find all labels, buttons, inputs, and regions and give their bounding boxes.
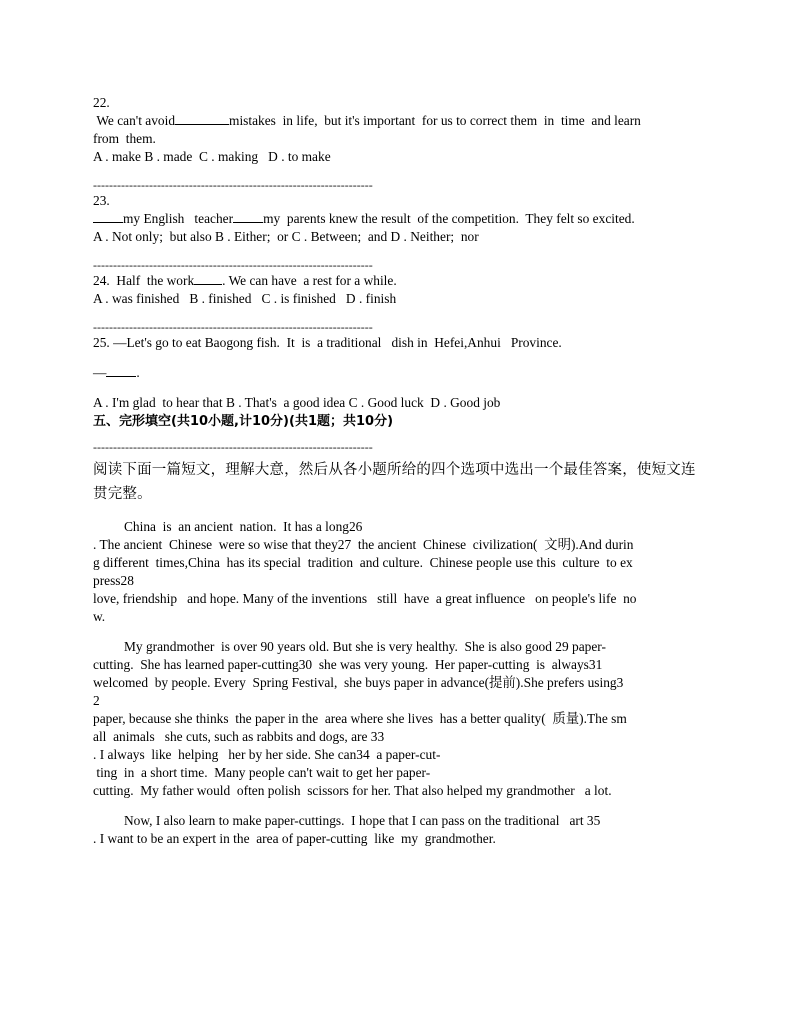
q23-stem [93,210,699,228]
passage-paragraph-3 [93,812,699,848]
q23-options: A . Not only; but also B . Either; or C . Between; and D . Neither; nor [93,229,479,244]
q23-stem-part2: my parents knew the result of the competition. They felt so excited. [263,211,635,226]
q22-stem-post: mistakes in life, but it's important for us to correct them in time and learn [229,113,641,128]
q25-end: . [136,365,140,380]
passage-line: welcomed by people. Every Spring Festival, she buys paper in advance(提前).She prefers using3 [93,675,624,690]
q24-stem-post: . We can have a rest for a while. [222,273,397,288]
q22-stem-cont: from them. [93,131,156,146]
passage-line: press28 [93,573,134,588]
q23-blank-2 [233,210,263,223]
passage-line: . I want to be an expert in the area of paper-cutting like my grandmother. [93,831,496,846]
passage-paragraph-1 [93,518,699,626]
passage-line: all animals she cuts, such as rabbits and dogs, are 33 [93,729,385,744]
passage-line: ting in a short time. Many people can't wait to get her paper- [93,765,431,780]
q24-stem [93,272,699,290]
q23-stem-part1: my English teacher [123,211,234,226]
passage-paragraph-2 [93,638,699,800]
passage-line: paper, because she thinks the paper in the area where she lives has a better quality( 质量).The sm [93,711,627,726]
passage-line: cutting. She has learned paper-cutting30 she was very young. Her paper-cutting is always31 [93,657,603,672]
passage-line: Now, I also learn to make paper-cuttings. I hope that I can pass on the traditional art 35 [124,813,601,828]
q22-stem-pre: We can't avoid [93,113,176,128]
q24-stem-pre: 24. Half the work [93,273,195,288]
passage-line: cutting. My father would often polish scissors for her. That also helped my grandmother a lot. [93,783,612,798]
q22-number: 22. [93,95,110,110]
passage-line: love, friendship and hope. Many of the inventions still have a great influence on people's life no [93,591,637,606]
q22-options: A . make B . made C . making D . to make [93,149,331,164]
document-content [93,94,699,848]
q23-blank-1 [93,210,123,223]
separator-2: ---------------------------------------------------------------------- [93,258,373,272]
section5-heading: 五、完形填空(共10小题,计10分)(共1题；共10分) [93,414,394,429]
q25-blank [106,364,136,377]
passage-line: g different times,China has its special tradition and culture. Chinese people use this culture to ex [93,555,633,570]
passage-line: My grandmother is over 90 years old. But she is very healthy. She is also good 29 paper- [124,639,606,654]
passage-line: China is an ancient nation. It has a long26 [124,519,363,534]
q25-options: A . I'm glad to hear that B . That's a good idea C . Good luck D . Good job [93,395,501,410]
separator-4: ---------------------------------------------------------------------- [93,440,373,454]
passage-line: 2 [93,693,100,708]
separator-3: ---------------------------------------------------------------------- [93,320,373,334]
q24-blank [194,272,222,285]
q25-answer-line [93,364,699,382]
q22-stem [93,112,699,130]
q25-stem: 25. —Let's go to eat Baogong fish. It is a traditional dish in Hefei,Anhui Province. [93,335,562,350]
section5-instruction: 阅读下面一篇短文，理解大意，然后从各小题所给的四个选项中选出一个最佳答案，使短文连贯完整。 [93,462,696,502]
passage-line: . I always like helping her by her side. She can34 a paper-cut- [93,747,441,762]
q22-blank [175,112,229,125]
q25-dash: — [93,365,107,380]
q24-options: A . was finished B . finished C . is finished D . finish [93,291,397,306]
q23-number: 23. [93,193,110,208]
separator-1: ---------------------------------------------------------------------- [93,178,373,192]
passage-line: . The ancient Chinese were so wise that they27 the ancient Chinese civilization( 文明).And durin [93,537,634,552]
passage-line: w. [93,609,106,624]
